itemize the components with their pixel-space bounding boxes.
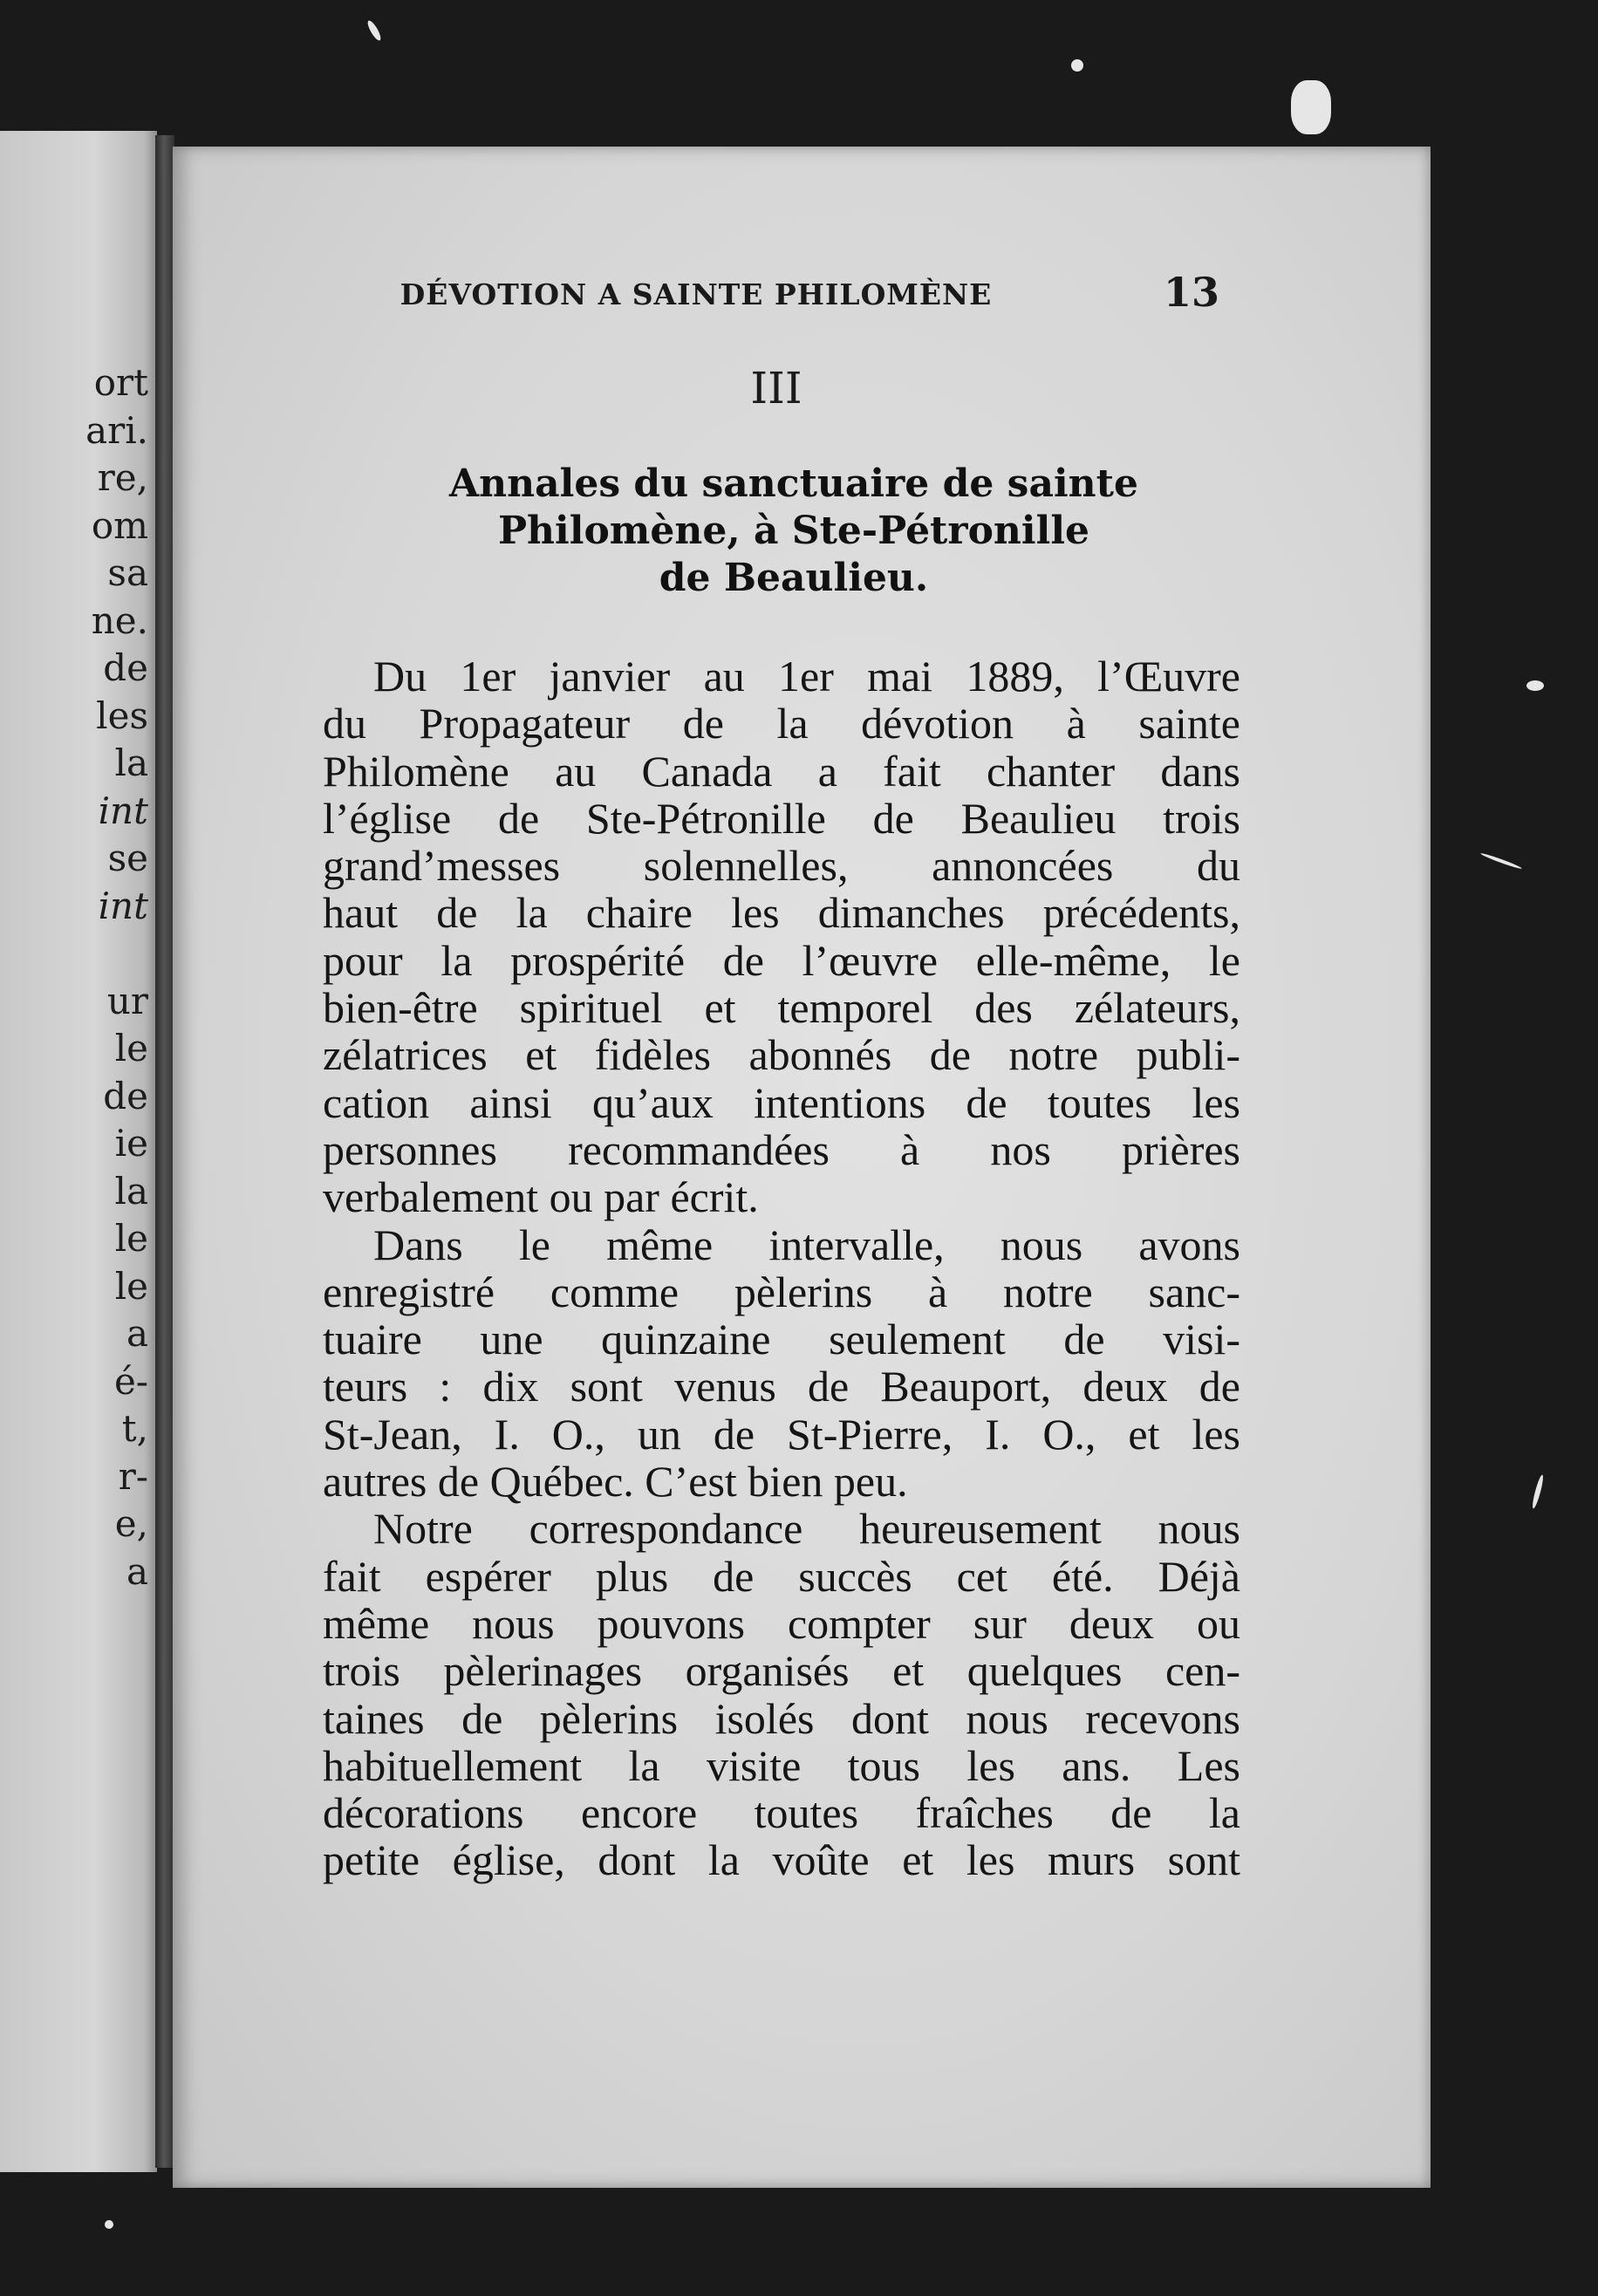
left-page-fragment: la <box>114 741 148 784</box>
left-page-fragment: se <box>107 837 148 879</box>
left-page-fragment: sa <box>107 551 148 594</box>
chapter-heading-line: Annales du sanctuaire de sainte <box>449 461 1138 506</box>
left-page-fragment: r- <box>118 1454 148 1498</box>
chapter-heading-line: Philomène, à Ste-Pétronille <box>497 509 1090 553</box>
book-spine <box>155 135 174 2168</box>
left-page-fragment: le <box>114 1217 148 1260</box>
text-line: pour la prospérité de l’œuvre elle-même, le <box>323 935 1240 985</box>
left-page-fragment: de <box>103 646 148 689</box>
chapter-heading <box>349 461 1239 602</box>
left-page-fragment: le <box>114 1264 148 1308</box>
text-line: zélatrices et fidèles abonnés de notre publi- <box>323 1030 1240 1080</box>
film-speck <box>1531 1474 1545 1509</box>
text-line: tuaire une quinzaine seulement de visi- <box>323 1315 1240 1364</box>
left-page-fragment: é- <box>113 1359 148 1403</box>
left-page-fragment: de <box>103 1074 148 1117</box>
text-line: autres de Québec. C’est bien peu. <box>323 1457 908 1507</box>
left-page-fragment: e, <box>114 1502 148 1545</box>
text-line: verbalement ou par écrit. <box>323 1172 759 1222</box>
left-page-fragment: int <box>98 789 148 832</box>
text-line: haut de la chaire les dimanches précédents, <box>323 888 1240 938</box>
text-line: Philomène au Canada a fait chanter dans <box>323 746 1240 796</box>
text-line: taines de pèlerins isolés dont nous recevons <box>323 1693 1240 1743</box>
section-number: III <box>750 363 802 413</box>
left-page-fragment: ari. <box>85 408 148 452</box>
film-speck <box>1291 80 1331 134</box>
film-speck <box>105 2220 113 2229</box>
text-line: St-Jean, I. O., un de St-Pierre, I. O., et les <box>323 1409 1240 1459</box>
left-page-fragment: re, <box>97 456 148 499</box>
text-line: bien-être spirituel et temporel des zélateurs, <box>323 983 1240 1033</box>
left-page-fragment: int <box>98 884 148 927</box>
running-title: DÉVOTION A SAINTE PHILOMÈNE <box>400 277 993 311</box>
text-line: trois pèlerinages organisés et quelques cen- <box>323 1646 1240 1696</box>
text-line: teurs : dix sont venus de Beauport, deux de <box>323 1362 1240 1411</box>
text-line: habituellement la visite tous les ans. Les <box>323 1740 1240 1790</box>
text-line: du Propagateur de la dévotion à sainte <box>323 699 1240 748</box>
text-line: décorations encore toutes fraîches de la <box>323 1788 1240 1838</box>
text-line: petite église, dont la voûte et les murs sont <box>323 1835 1240 1885</box>
film-speck <box>365 19 383 43</box>
left-page-fragment: ur <box>106 979 148 1022</box>
film-speck <box>1071 59 1083 72</box>
left-page-edge <box>0 131 157 2172</box>
left-page-fragment: a <box>126 1312 148 1355</box>
text-line: Notre correspondance heureusement nous <box>373 1504 1240 1554</box>
chapter-heading-line: de Beaulieu. <box>659 556 929 600</box>
left-page-fragment: om <box>91 503 148 547</box>
text-line: enregistré comme pèlerins à notre sanc- <box>323 1267 1240 1316</box>
text-line: grand’messes solennelles, annoncées du <box>323 841 1240 891</box>
left-page-fragment: la <box>114 1169 148 1213</box>
page-number: 13 <box>1163 269 1219 316</box>
text-line: Dans le même intervalle, nous avons <box>373 1220 1240 1269</box>
body-text <box>323 653 1240 1884</box>
text-line: Du 1er janvier au 1er mai 1889, l’Œuvre <box>373 652 1240 700</box>
film-speck <box>1480 852 1522 871</box>
left-page-fragment: ne. <box>91 598 148 642</box>
text-line: même nous pouvons compter sur deux ou <box>323 1598 1240 1648</box>
running-header <box>312 269 1254 321</box>
left-page-fragment: les <box>96 694 148 737</box>
left-page-fragment: ie <box>114 1122 148 1165</box>
film-speck <box>1526 680 1544 691</box>
left-page-text-fragments <box>0 359 148 1596</box>
text-line: fait espérer plus de succès cet été. Déjà <box>323 1551 1240 1601</box>
text-line: l’église de Ste-Pétronille de Beaulieu trois <box>323 793 1240 843</box>
left-page-fragment: t, <box>121 1407 148 1450</box>
text-line: personnes recommandées à nos prières <box>323 1124 1240 1174</box>
left-page-fragment <box>0 930 148 978</box>
left-page-fragment: a <box>126 1549 148 1593</box>
left-page-fragment: le <box>114 1027 148 1069</box>
text-line: cation ainsi qu’aux intentions de toutes les <box>323 1077 1240 1127</box>
left-page-fragment: ort <box>93 361 148 404</box>
